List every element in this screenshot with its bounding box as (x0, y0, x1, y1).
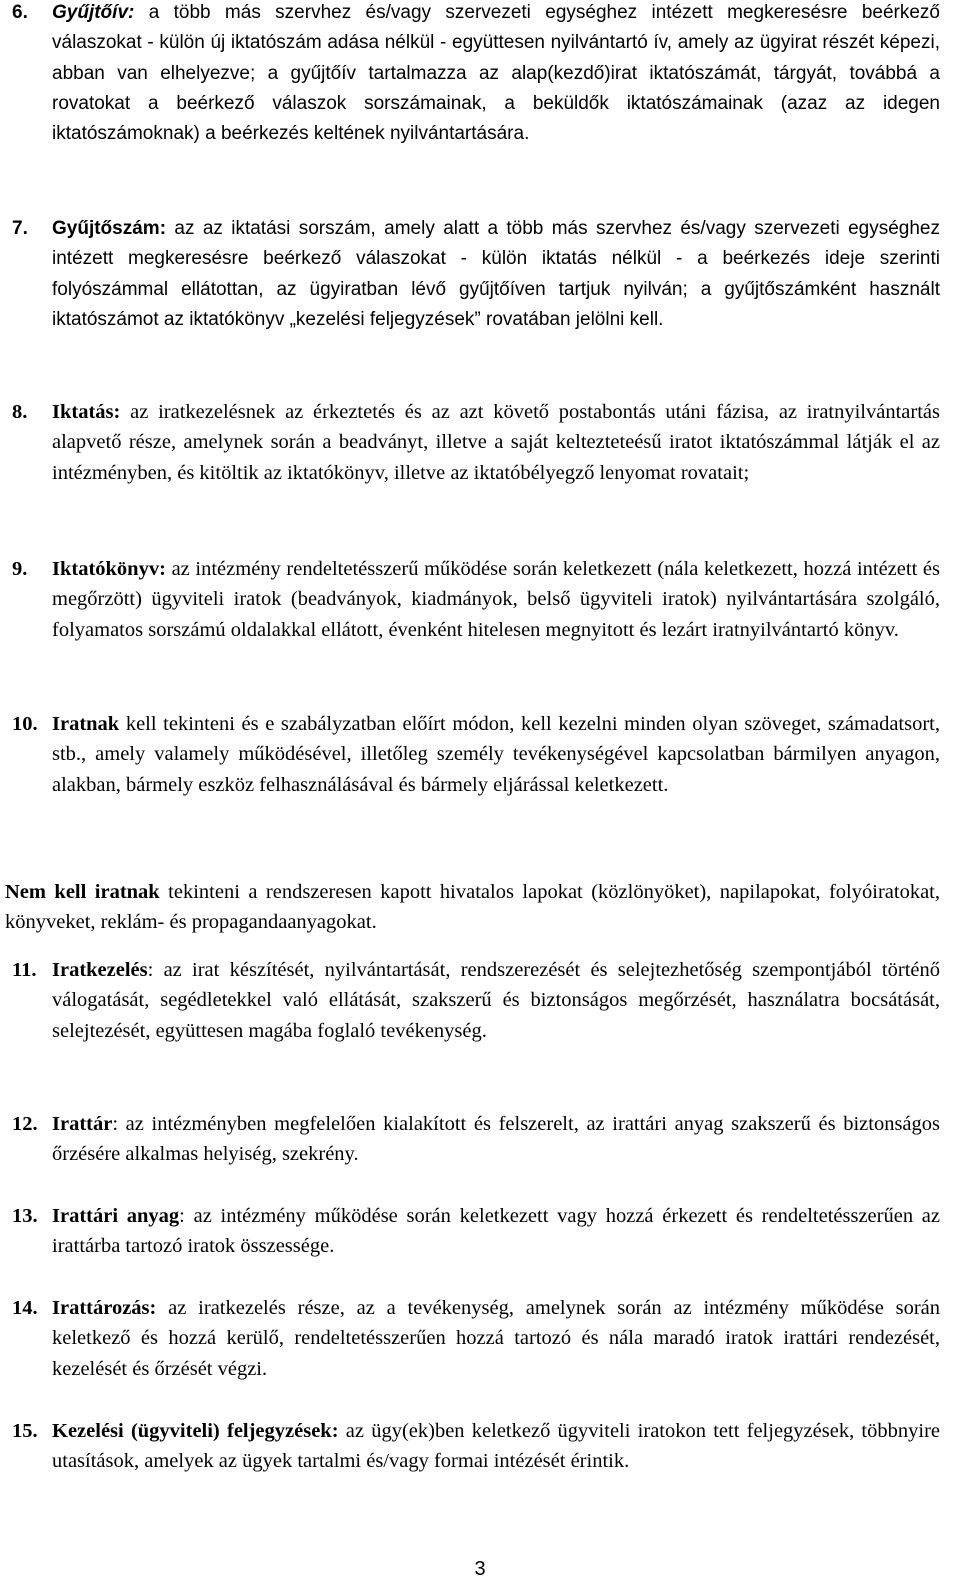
item-term: Iratnak (52, 713, 120, 735)
item-text: az iratkezelésnek az érkeztetés és az azt követő postabontás utáni fázisa, az iratnyilvántartás alapvető része, amelynek során a beadványt, illetve a saját keltezteteésű iratot iktatószámmal látják el az intézményben, és kitöltik az iktatókönyv, illetve az iktatóbélyegző lenyomat rovatait; (52, 401, 940, 484)
item-text: : az irat készítését, nyilvántartását, rendszerezését és selejtezhetőség szempontjából történő válogatását, segédletekkel való ellátását, szakszerű és biztonságos megőrzését, használatra bocsátását, selejtezését, együttesen magába foglaló tevékenység. (52, 959, 940, 1042)
item-term: Iratkezelés (52, 959, 148, 981)
definition-item-9 (12, 554, 940, 645)
definition-item-15 (12, 1416, 940, 1477)
item-term: Gyűjtőszám: (52, 218, 167, 239)
item-number: 8. (12, 401, 28, 423)
item-number: 7. (12, 218, 28, 239)
item-number: 15. (12, 1420, 38, 1442)
note-term: Nem kell iratnak (5, 881, 160, 903)
item-term: Iktatókönyv: (52, 558, 166, 580)
page-number: 3 (474, 1558, 486, 1580)
item-text: az az iktatási sorszám, amely alatt a több más szervhez és/vagy szervezeti egységhez intézett megkeresésre beérkező válaszokat - külön iktatás nélkül - a beérkezés ideje szerinti folyószámmal ellátottan, az ügyiratban lévő gyűjtőíven tartjuk nyilván; a gyűjtőszámként használt iktatószámot az iktatókönyv „kezelési feljegyzések” rovatában jelölni kell. (52, 218, 940, 330)
item-text: az iratkezelés része, az a tevékenység, amelynek során az intézmény működése során keletkező és hozzá kerülő, rendeltetésszerűen hozzá tartozó és nála maradó iratok irattári rendezését, kezelését és őrzését végzi. (52, 1297, 940, 1380)
definition-item-11 (12, 955, 940, 1046)
item-text: kell tekinteni és e szabályzatban előírt módon, kell kezelni minden olyan szöveget, számadatsort, stb., amely valamely működésével, illetőleg személy tevékenységével kapcsolatban bármilyen anyagon, alakban, bármely eszköz felhasználásával és bármely eljárással keletkezett. (52, 713, 940, 796)
item-number: 13. (12, 1205, 38, 1227)
item-text: az intézmény rendeltetésszerű működése során keletkezett (nála keletkezett, hozzá intézett és megőrzött) ügyviteli iratok (beadványok, kiadmányok, belső ügyviteli iratok) nyilvántartására szolgáló, folyamatos sorszámú oldalakkal ellátott, évenként hitelesen megnyitott és lezárt iratnyilvántartó könyv. (52, 558, 940, 641)
item-text: : az intézmény működése során keletkezett vagy hozzá érkezett és rendeltetésszerűen az irattárba tartozó iratok összessége. (52, 1205, 940, 1258)
item-term: Irattározás: (52, 1297, 157, 1319)
item-term: Irattár (52, 1113, 113, 1135)
item-number: 6. (12, 2, 28, 23)
note-paragraph (5, 877, 940, 938)
item-term: Gyűjtőív: (52, 2, 135, 23)
item-text: a több más szervhez és/vagy szervezeti egységhez intézett megkeresésre beérkező válaszokat - külön új iktatószám adása nélkül - együttesen nyilvántartó ív, amely az ügyirat részét képezi, abban van elhelyezve; a gyűjtőív tartalmazza az alap(kezdő)irat iktatószámát, tárgyát, továbbá a rovatokat a beérkező válaszok sorszámainak, a beküldők iktatószámainak (azaz az idegen iktatószámoknak) a beérkezés keltének nyilvántartására. (52, 2, 940, 145)
item-number: 12. (12, 1113, 38, 1135)
item-term: Irattári anyag (52, 1205, 180, 1227)
item-number: 9. (12, 558, 28, 580)
definition-item-10 (12, 709, 940, 800)
definition-item-8 (12, 397, 940, 488)
item-term: Iktatás: (52, 401, 121, 423)
item-text: : az intézményben megfelelően kialakított és felszerelt, az irattári anyag szakszerű és biztonságos őrzésére alkalmas helyiség, szekrény. (52, 1113, 940, 1166)
item-number: 14. (12, 1297, 38, 1319)
definition-item-13 (12, 1201, 940, 1262)
definition-item-12 (12, 1109, 940, 1170)
definition-item-6 (12, 0, 940, 149)
item-term: Kezelési (ügyviteli) feljegyzések: (52, 1420, 339, 1442)
item-number: 10. (12, 713, 38, 735)
definition-item-7 (12, 214, 940, 335)
item-text: az ügy(ek)ben keletkező ügyviteli iratokon tett feljegyzések, többnyire utasítások, amelyek az ügyek tartalmi és/vagy formai intézését érintik. (52, 1420, 940, 1473)
note-text: tekinteni a rendszeresen kapott hivatalos lapokat (közlönyöket), napilapokat, folyóiratokat, könyveket, reklám- és propagandaanyagokat. (5, 881, 940, 934)
item-number: 11. (12, 959, 37, 981)
definition-item-14 (12, 1293, 940, 1384)
